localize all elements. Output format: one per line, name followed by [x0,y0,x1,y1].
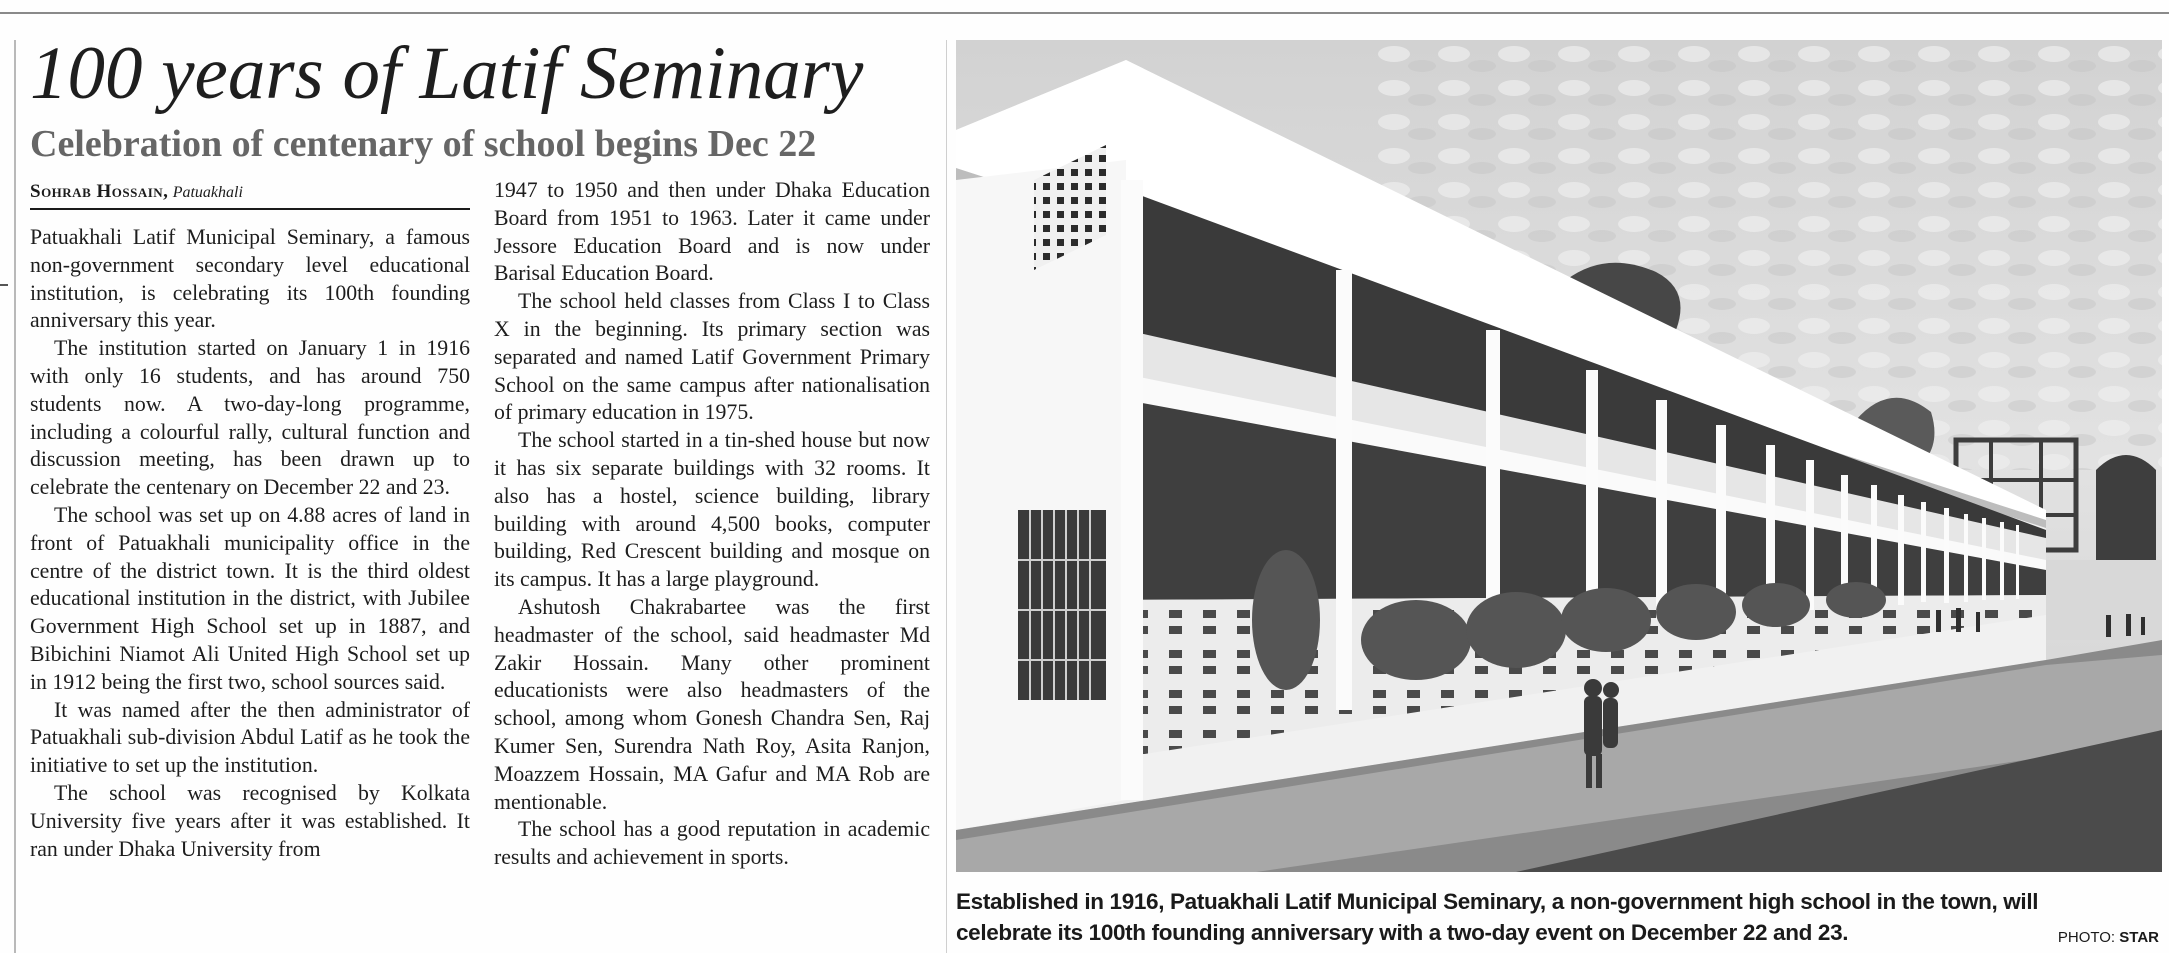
photo-caption: Established in 1916, Patuakhali Latif Municipal Seminary, a non-government high school in the town, will celebrate its 100th founding anniversary with a two-day event on December 22 and 23. [956,889,2039,945]
top-rule [0,12,2169,14]
paragraph: The institution started on January 1 in 1916 with only 16 students, and has around 750 students now. A two-day-long programme, including a colourful rally, cultural function and discussion meeting, has been drawn up to celebrate the centenary on December 22 and 23. [30,336,470,500]
photo-credit-source: STAR [2119,929,2159,946]
paragraph: The school held classes from Class I to Class X in the beginning. Its primary section was separated and named Latif Government Primary School on the same campus after nationalisation of primary education in 1975. [494,289,930,425]
article-column-1 [30,224,470,946]
paragraph: 1947 to 1950 and then under Dhaka Education Board from 1951 to 1963. Later it came under Jessore Education Board and is now under Barisal Education Board. [494,178,930,286]
subheadline: Celebration of centenary of school begins Dec 22 [30,123,817,165]
paragraph: The school started in a tin-shed house but now it has six separate buildings with 32 rooms. It also has a hostel, science building, library building with around 4,500 books, computer building, Red Crescent building and mosque on its campus. It has a large playground. [494,428,930,592]
byline [30,178,470,210]
left-column-rule [14,40,16,953]
margin-tick [0,284,8,286]
byline-location: Patuakhali [172,184,243,201]
school-building-photo [956,40,2162,872]
paragraph: The school was recognised by Kolkata University five years after it was established. It ran under Dhaka University from [30,780,470,861]
paragraph: Patuakhali Latif Municipal Seminary, a famous non-government secondary level educational institution, is celebrating its 100th founding anniversary this year. [30,225,470,333]
paragraph: The school has a good reputation in academic results and achievement in sports. [494,817,930,870]
paragraph: It was named after the then administrator of Patuakhali sub-division Abdul Latif as he took the initiative to set up the institution. [30,697,470,778]
photo-credit-label: PHOTO: [2057,929,2116,946]
paragraph: The school was set up on 4.88 acres of land in front of Patuakhali municipality office in the centre of the district town. It is the third oldest educational institution in the district, with Jubilee Government High School set up in 1887, and Bibichini Niamot Ali United High School set up in 1912 being the first two, school sources said. [30,502,470,694]
photo-credit [2058,929,2159,946]
headline: 100 years of Latif Seminary [30,32,864,115]
article-column-2 [494,177,930,946]
paragraph: Ashutosh Chakrabartee was the first headmaster of the school, said headmaster Md Zakir Hossain. Many other prominent educationists were also headmasters of the school, among whom Gonesh Chandra Sen, Raj Kumer Sen, Surendra Nath Roy, Asita Ranjon, Moazzem Hossain, MA Gafur and MA Rob are mentionable. [494,594,930,814]
byline-author: Sohrab Hossain, [30,181,169,202]
column-divider [946,40,947,953]
